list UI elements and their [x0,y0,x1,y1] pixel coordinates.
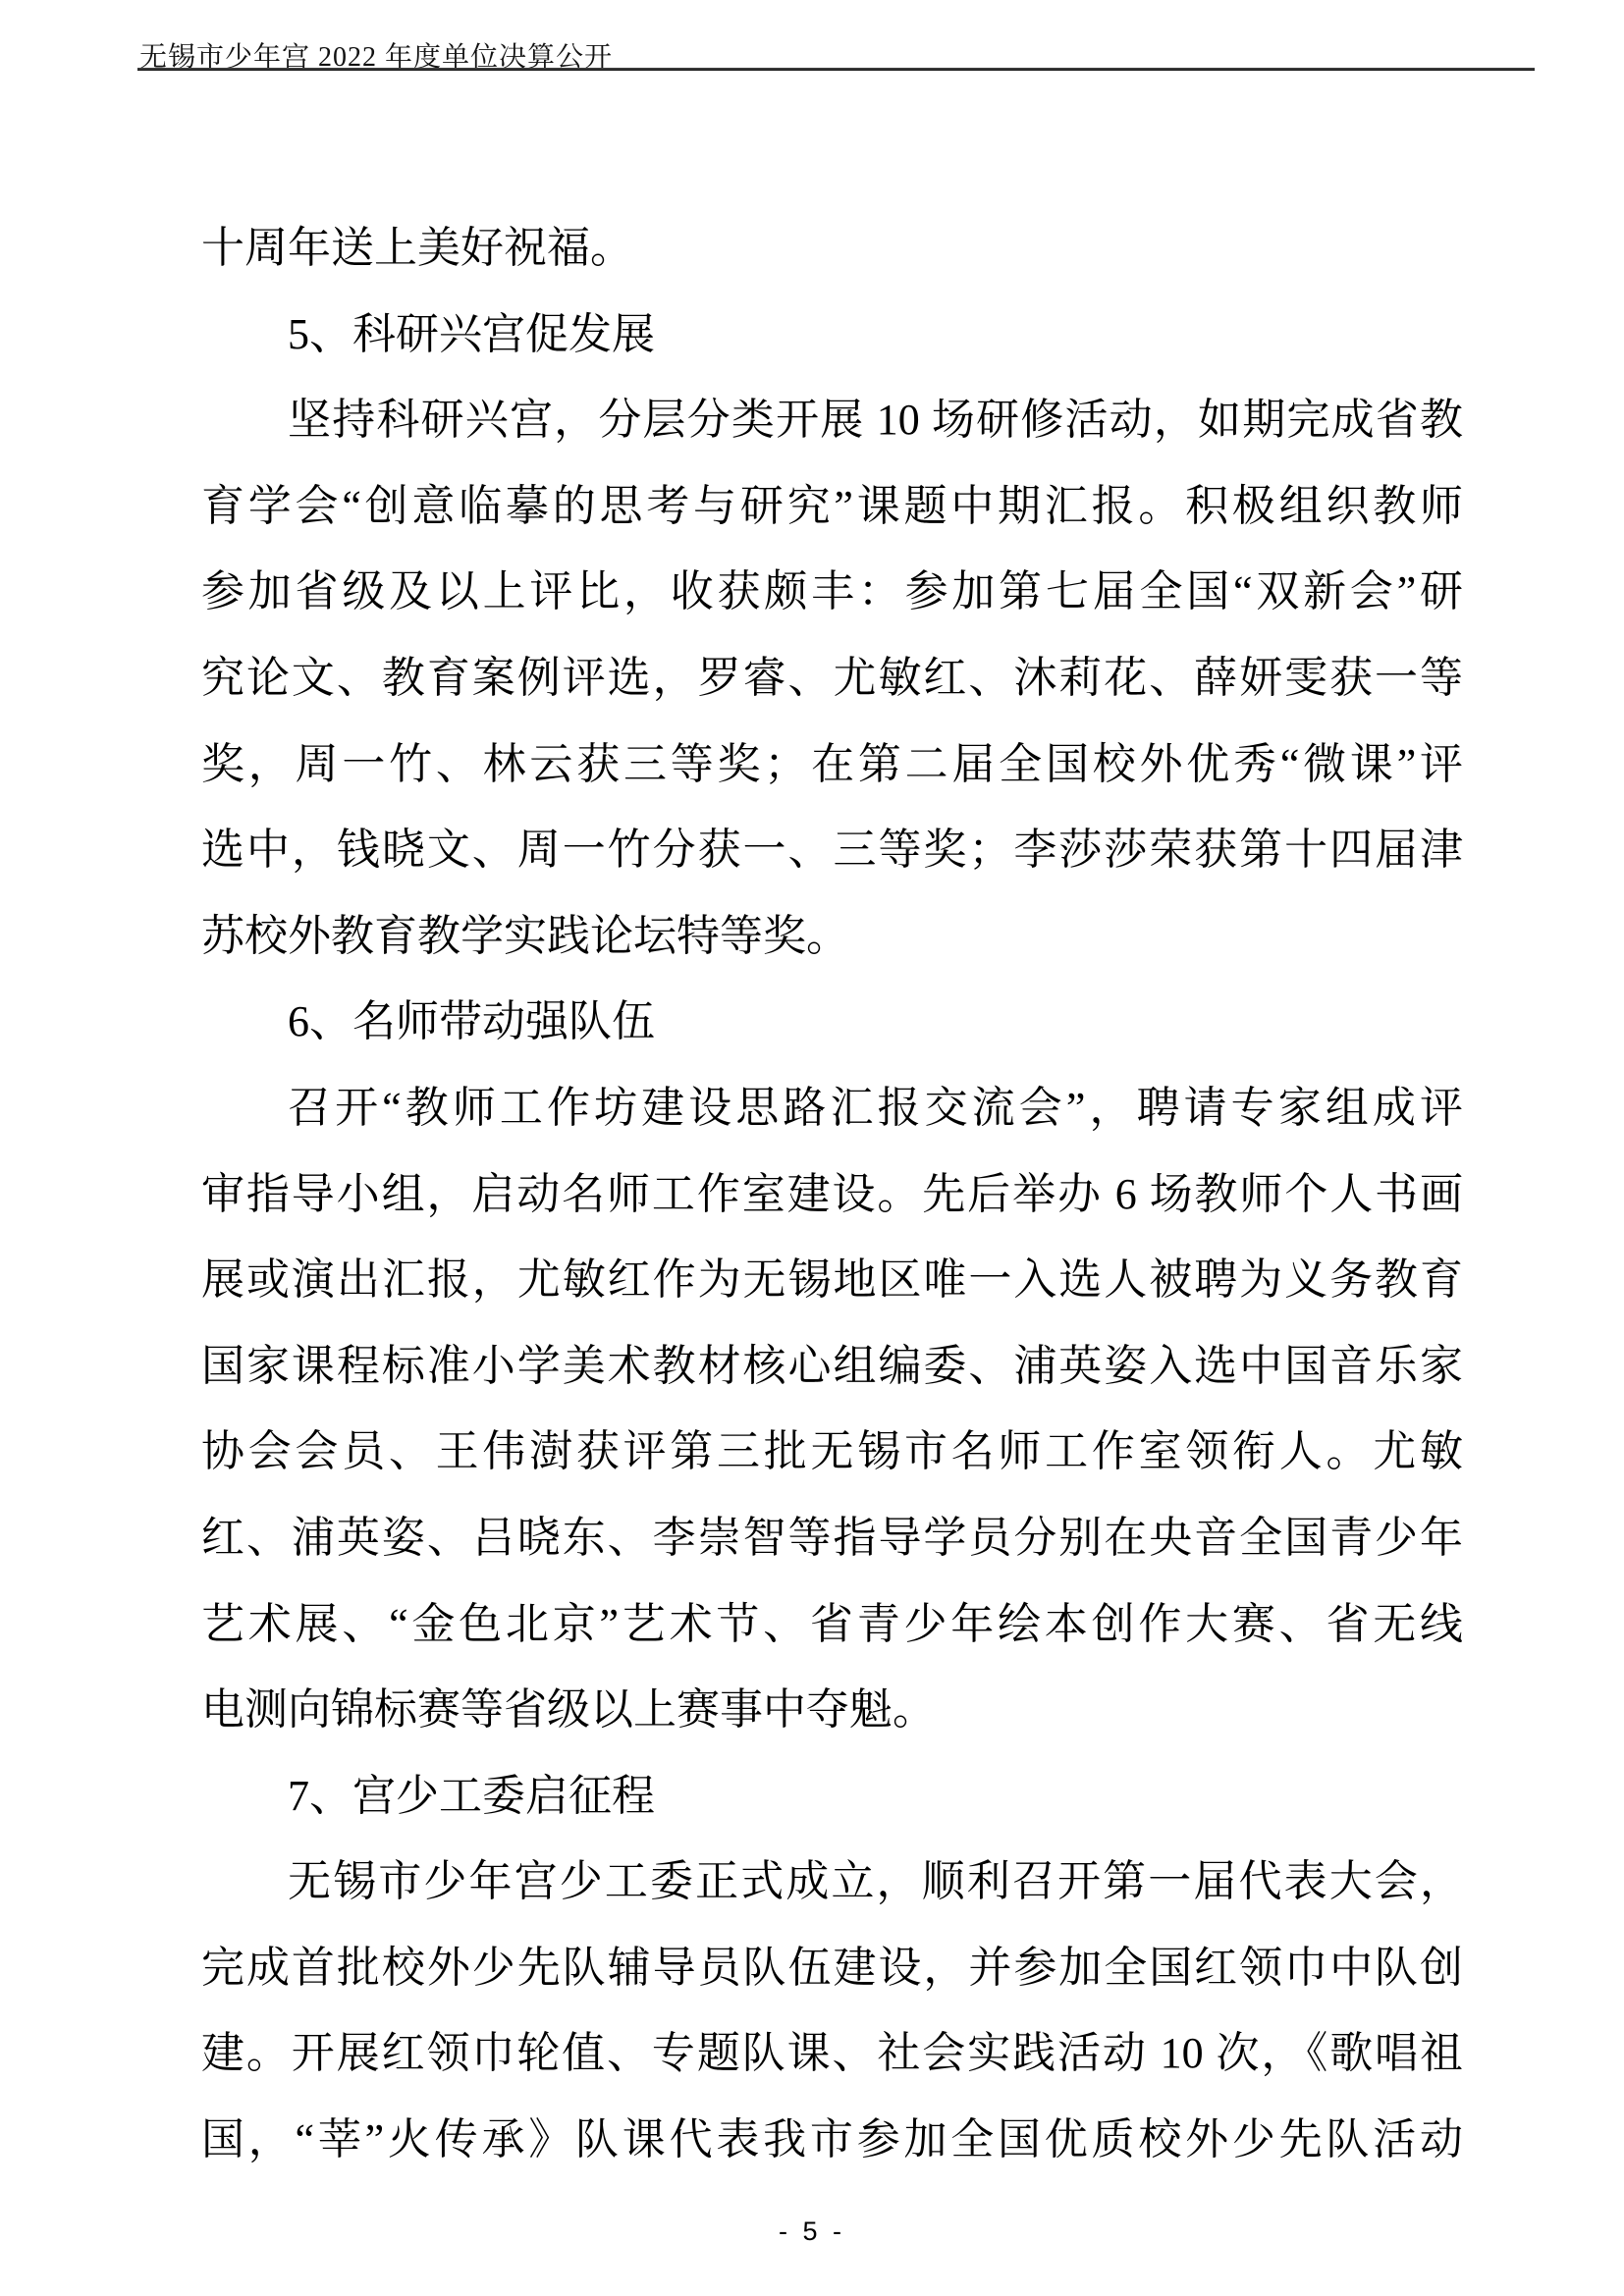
page-header-title: 无锡市少年宫 2022 年度单位决算公开 [139,42,614,73]
document-body [201,205,1463,2183]
doc-line: 究论文、教育案例评选，罗睿、尤敏红、沐莉花、薛妍雯获一等 [201,653,1463,702]
header-rule [137,68,1535,71]
doc-line: 审指导小组，启动名师工作室建设。先后举办 6 场教师个人书画 [201,1169,1463,1218]
doc-line: 红、浦英姿、吕晓东、李崇智等指导学员分别在央音全国青少年 [201,1513,1463,1562]
doc-line: 艺术展、“金色北京”艺术节、省青少年绘本创作大赛、省无线 [201,1599,1463,1648]
doc-line: 无锡市少年宫少工委正式成立，顺利召开第一届代表大会， [288,1857,1463,1906]
doc-line: 建。开展红领巾轮值、专题队课、社会实践活动 10 次，《歌唱祖 [201,2029,1463,2078]
doc-line: 协会会员、王伟澍获评第三批无锡市名师工作室领衔人。尤敏 [201,1427,1463,1476]
doc-line: 6、名师带动强队伍 [288,997,655,1046]
doc-line: 苏校外教育教学实践论坛特等奖。 [201,911,849,960]
doc-line: 完成首批校外少先队辅导员队伍建设，并参加全国红领巾中队创 [201,1943,1463,1992]
doc-line: 参加省级及以上评比，收获颇丰：参加第七届全国“双新会”研 [201,567,1463,616]
doc-line: 育学会“创意临摹的思考与研究”课题中期汇报。积极组织教师 [201,481,1463,530]
doc-line: 国，“莘”火传承》队课代表我市参加全国优质校外少先队活动 [201,2115,1463,2164]
doc-line: 5、科研兴宫促发展 [288,309,655,358]
doc-line: 十周年送上美好祝福。 [201,224,633,272]
doc-line: 国家课程标准小学美术教材核心组编委、浦英姿入选中国音乐家 [201,1341,1463,1390]
doc-line: 展或演出汇报，尤敏红作为无锡地区唯一入选人被聘为义务教育 [201,1255,1463,1305]
doc-line: 召开“教师工作坊建设思路汇报交流会”，聘请专家组成评 [288,1083,1463,1132]
page-number: - 5 - [778,2216,845,2246]
doc-line: 选中，钱晓文、周一竹分获一、三等奖；李莎莎荣获第十四届津 [201,826,1463,875]
doc-line: 电测向锦标赛等省级以上赛事中夺魁。 [201,1685,936,1735]
doc-line: 坚持科研兴宫，分层分类开展 10 场研修活动，如期完成省教 [288,396,1463,445]
doc-line: 奖，周一竹、林云获三等奖；在第二届全国校外优秀“微课”评 [201,739,1463,788]
doc-line: 7、宫少工委启征程 [288,1771,655,1820]
